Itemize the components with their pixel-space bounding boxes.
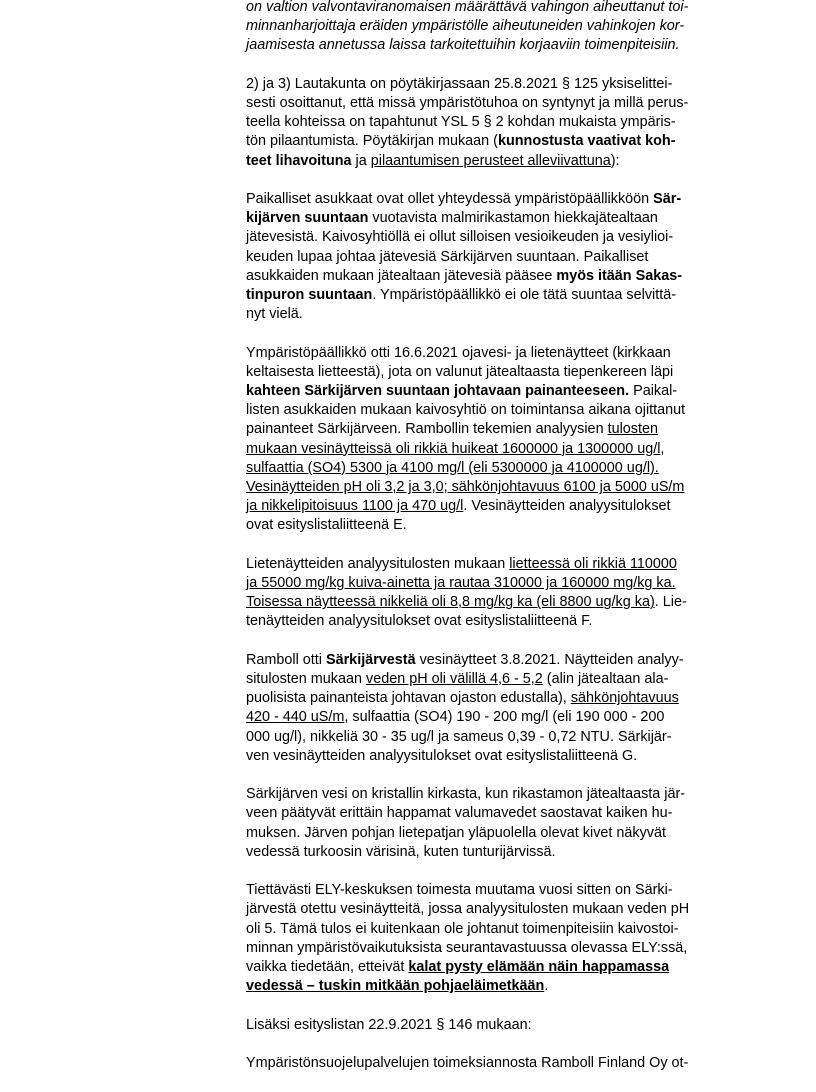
- paragraph-water-samples: [246, 344, 748, 536]
- document-body: [246, 0, 748, 1092]
- text-line: veen päätyvät erittäin happamat valumavedet saostavat kaiken hu-: [246, 805, 673, 822]
- text-line: [246, 132, 748, 151]
- text-line: keltaisesta lietteestä), jota on valunut jätealtaasta tiepenkereen läpi: [246, 363, 674, 380]
- text-line: Särkijärven vesi on kristallin kirkasta, kun rikastamon jätealtaasta jär-: [246, 786, 686, 803]
- text-line: [246, 958, 748, 977]
- text-line: jätevesistä. Kaivosyhtiöllä ei ollut silloisen vesioikeuden ja vesiylioi-: [246, 229, 674, 246]
- text-line: järvestä otettu vesinäytteitä, jossa analyysitulosten mukaan veden pH: [246, 901, 690, 918]
- underlined-text: tulosten: [607, 421, 658, 438]
- text-line: [246, 209, 748, 228]
- text-run: .: [544, 978, 549, 995]
- text-line: sesti osoittanut, että missä ympäristötuhoa on syntynyt ja millä perus-: [246, 95, 689, 111]
- underlined-text: lietteessä oli rikkiä 110000: [509, 555, 677, 572]
- paragraph-ramboll-samples: [246, 651, 748, 766]
- text-line: [246, 689, 748, 708]
- text-line: keuden lupaa johtaa jätevesiä Särkijärven suuntaan. Paikalliset: [246, 248, 649, 265]
- text-line: listen asukkaiden mukaan kaivosyhtiö on toimintansa aikana ojittanut: [246, 402, 686, 419]
- text-run: puolisista painanteista johtavan ojaston edustalla),: [246, 690, 571, 707]
- bold-text: myös itään Sakas-: [556, 267, 683, 284]
- text-run: painanteet Särkijärveen. Rambollin tekemien analyysien: [246, 421, 608, 438]
- text-line: [246, 977, 748, 996]
- text-run: Paikal-: [629, 383, 678, 400]
- text-line: [246, 478, 748, 497]
- text-line: Lisäksi esityslistan 22.9.2021 § 146 mukaan:: [246, 1016, 532, 1033]
- text-run: vesinäytteet 3.8.2021. Näytteiden analyy-: [415, 651, 684, 668]
- text-line: minnan ympäristövaikutuksista seurantavastuussa olevassa ELY:ssä,: [246, 939, 688, 956]
- text-run: ):: [610, 152, 620, 169]
- bold-underlined-text: kalat pysty elämään näin happamassa: [408, 959, 670, 976]
- paragraph-residents: [246, 190, 748, 324]
- bold-text: Sär-: [653, 191, 682, 207]
- text-line: minnanharjoittaja eräiden ympäristölle aiheutuneiden vahinkojen kor-: [246, 18, 685, 35]
- paragraph-agenda-reference: [246, 1016, 748, 1035]
- text-line: nyt vielä.: [246, 306, 303, 323]
- text-line: [246, 670, 748, 689]
- text-line: [246, 459, 748, 478]
- text-run: . Ympäristöpäällikkö ei ole tätä suuntaa selvittä-: [372, 287, 677, 304]
- text-line: 000 ug/l), nikkeliä 30 - 35 ug/l ja sameus 0,39 - 0,72 NTU. Särkijär-: [246, 728, 672, 745]
- underlined-text: sähkönjohtavuus: [570, 690, 679, 707]
- text-line: tenäytteiden analyysitulokset ovat esityslistaliitteenä F.: [246, 613, 593, 630]
- text-run: , sulfaattia (SO4) 190 - 200 mg/l (eli 190 000 - 200: [344, 709, 665, 726]
- underlined-text: ja 55000 mg/kg kuiva-ainetta ja rautaa 310000 ja 160000 mg/kg ka.: [246, 575, 676, 592]
- text-line: Tiettävästi ELY-keskuksen toimesta muutama vuosi sitten on Särki-: [246, 882, 673, 899]
- text-line: on valtion valvontaviranomaisen määrättävä vahingon aiheuttanut toi-: [246, 0, 689, 15]
- underlined-text: ja nikkelipitoisuus 1100 ja 470 ug/l: [246, 498, 464, 515]
- text-line: ovat esityslistaliitteenä E.: [246, 517, 407, 534]
- text-run: ja: [351, 152, 371, 169]
- underlined-text: 420 - 440 uS/m: [246, 709, 345, 726]
- paragraph-sludge-samples: [246, 555, 748, 632]
- text-run: asukkaiden mukaan jätealtaan jätevesiä pääsee: [246, 267, 557, 284]
- text-run: situlosten mukaan: [246, 671, 366, 688]
- text-line: [246, 574, 748, 593]
- intro-paragraph: [246, 0, 748, 56]
- paragraph-ramboll-commission: [246, 1054, 748, 1073]
- text-line: [246, 190, 748, 209]
- text-line: [246, 420, 748, 439]
- underlined-text: sulfaattia (SO4) 5300 ja 4100 mg/l (eli 5300000 ja 4100000 ug/l).: [246, 459, 659, 476]
- text-line: oli 5. Tämä tulos ei kuitenkaan ole johtanut toimenpiteisiin kaivostoi-: [246, 920, 679, 937]
- paragraph-board-minutes: [246, 75, 748, 171]
- text-line: [246, 593, 748, 612]
- text-line: ven vesinäytteiden analyysitulokset ovat esityslistaliitteenä G.: [246, 747, 638, 764]
- paragraph-lake-description: [246, 785, 748, 862]
- text-line: muksen. Järven pohjan lietepatjan yläpuolella olevat kivet näkyvät: [246, 824, 666, 841]
- text-run: vaikka tiedetään, etteivät: [246, 959, 409, 976]
- text-line: [246, 152, 748, 171]
- text-line: [246, 286, 748, 305]
- bold-text: kahteen Särkijärven suuntaan johtavaan painanteeseen.: [246, 383, 630, 400]
- text-run: vuotavista malmirikastamon hiekkajätealtaan: [368, 210, 658, 227]
- text-line: teella kohteissa on tapahtunut YSL 5 § 2 kohdan mukaista ympäris-: [246, 114, 676, 131]
- paragraph-ely-samples: [246, 881, 748, 996]
- underlined-text: mukaan vesinäytteissä oli rikkiä huikeat 1600000 ja 1300000 ug/l,: [246, 440, 665, 457]
- underlined-text: Toisessa näytteessä nikkeliä oli 8,8 mg/kg ka (eli 8800 ug/kg ka): [246, 594, 655, 611]
- bold-text: Särkijärvestä: [325, 651, 416, 668]
- text-run: (alin jätealtaan ala-: [542, 671, 669, 688]
- underlined-text: veden pH oli välillä 4,6 - 5,2: [366, 671, 543, 688]
- text-run: tön pilaantumista. Pöytäkirjan mukaan (: [246, 133, 498, 150]
- text-line: [246, 651, 748, 670]
- text-line: [246, 497, 748, 516]
- bold-text: kijärven suuntaan: [246, 210, 369, 227]
- text-run: . Lie-: [654, 594, 687, 611]
- text-run: Lietenäytteiden analyysitulosten mukaan: [246, 555, 510, 572]
- underlined-text: Vesinäytteiden pH oli 3,2 ja 3,0; sähkönjohtavuus 6100 ja 5000 uS/m: [246, 479, 685, 496]
- text-line: [246, 382, 748, 401]
- text-line: vedessä turkoosin värisinä, kuten tunturijärvissä.: [246, 843, 556, 860]
- text-run: Ramboll otti: [246, 651, 326, 668]
- text-line: [246, 555, 748, 574]
- text-line: [246, 708, 748, 727]
- text-line: Ympäristönsuojelupalvelujen toimeksiannosta Ramboll Finland Oy ot-: [246, 1055, 689, 1072]
- text-run: Paikalliset asukkaat ovat ollet yhteydessä ympäristöpäällikköön: [246, 191, 654, 207]
- bold-underlined-text: vedessä – tuskin mitkään pohjaeläimetkään: [246, 978, 545, 995]
- text-line: [246, 440, 748, 459]
- text-line: Ympäristöpäällikkö otti 16.6.2021 ojavesi- ja lietenäytteet (kirkkaan: [246, 344, 671, 361]
- text-line: [246, 267, 748, 286]
- bold-text: kunnostusta vaativat koh-: [497, 133, 676, 150]
- underlined-text: pilaantumisen perusteet alleviivattuna: [370, 152, 611, 169]
- bold-text: teet lihavoituna: [246, 152, 352, 169]
- text-line: 2) ja 3) Lautakunta on pöytäkirjassaan 25.8.2021 § 125 yksiselittei-: [246, 75, 673, 92]
- bold-text: tinpuron suuntaan: [246, 287, 373, 304]
- text-run: . Vesinäytteiden analyysitulokset: [463, 498, 671, 515]
- text-line: jaamisesta annetussa laissa tarkoitettuihin korjaaviin toimenpiteisiin.: [246, 37, 680, 54]
